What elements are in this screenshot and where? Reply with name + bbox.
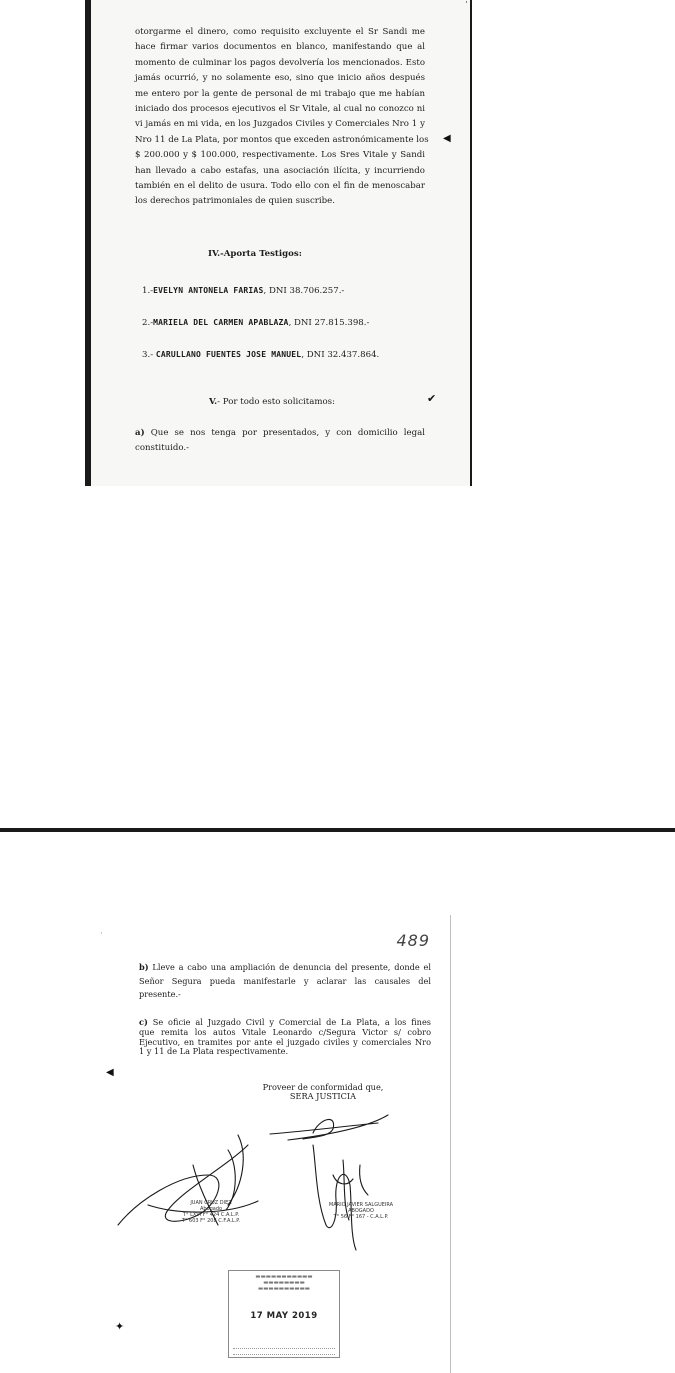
item-a-line: a) Que se nos tenga por presentados, y con domicilio legal xyxy=(135,428,425,438)
closing-formula xyxy=(243,1082,403,1101)
closing-line-1: Proveer de conformidad que, xyxy=(262,1082,384,1092)
witness-prefix: 2.- xyxy=(142,318,154,328)
document-page-2 xyxy=(88,915,451,1373)
scan-speck: · xyxy=(465,0,468,8)
witness-name: CARULLANO FUENTES JOSE MANUEL xyxy=(155,350,302,359)
paragraph-line: jamás ocurrió, y no solamente eso, sino que inicio años después xyxy=(135,73,425,84)
witness-dni: , DNI 38.706.257.- xyxy=(263,286,345,296)
item-a-line: constituido.- xyxy=(135,443,190,454)
section-v-number: V. xyxy=(209,397,218,407)
page-divider xyxy=(0,828,675,832)
item-a xyxy=(135,426,425,457)
witness-name: MARIELA DEL CARMEN APABLAZA xyxy=(153,318,289,327)
paragraph-line: iniciado dos procesos ejecutivos el Sr Vitale, al cual no conozco ni xyxy=(135,104,425,115)
witness-1 xyxy=(142,286,344,296)
stamp-line xyxy=(233,1348,335,1349)
witness-3 xyxy=(142,350,379,360)
item-b xyxy=(139,961,431,1002)
signatures-image xyxy=(88,1105,451,1265)
paragraph-line: también en el delito de usura. Todo ello con el fin de menoscabar xyxy=(135,181,425,192)
witness-2 xyxy=(142,318,369,328)
stamp-date: 17 MAY 2019 xyxy=(250,1311,318,1321)
scan-speck: · xyxy=(100,929,103,938)
stamp-line xyxy=(233,1354,335,1355)
item-c-line: Ejecutivo, en tramites por ante el juzgado civiles y comerciales Nro xyxy=(139,1036,431,1047)
item-b-line: b) Lleve a cabo una ampliación de denuncia del presente, donde el xyxy=(139,962,431,972)
body-paragraph xyxy=(135,25,429,210)
witness-dni: , DNI 27.815.398.- xyxy=(288,318,370,328)
stamp-header: ▬▬▬▬▬▬▬▬▬▬▬ ▬▬▬▬▬▬▬▬ ▬▬▬▬▬▬▬▬▬▬ xyxy=(255,1274,313,1292)
item-b-line: Señor Segura pueda manifestarle y aclarar las causales del xyxy=(139,975,431,986)
section-iv-heading: IV.-Aporta Testigos: xyxy=(208,249,302,259)
receipt-stamp xyxy=(228,1270,340,1358)
item-c-line: c) Se oficie al Juzgado Civil y Comercial de La Plata, a los fines xyxy=(139,1017,431,1027)
item-b-label: b) xyxy=(139,962,149,972)
witness-prefix: 3.- xyxy=(142,350,156,360)
paragraph-line: hace firmar varios documentos en blanco, manifestando que al xyxy=(135,42,425,53)
section-v-text: - Por todo esto solicitamos: xyxy=(217,397,335,407)
paragraph-line: Nro 11 de La Plata, por montos que exceden astronómicamente los xyxy=(135,134,429,145)
paragraph-line: $ 200.000 y $ 100.000, respectivamente. Los Sres Vitale y Sandi xyxy=(135,150,425,161)
paragraph-line: los derechos patrimoniales de quien suscribe. xyxy=(135,196,335,207)
item-c-line: que remita los autos Vitale Leonardo c/Segura Victor s/ cobro xyxy=(139,1026,431,1037)
item-b-line: presente.- xyxy=(139,989,181,999)
closing-line-2: SERA JUSTICIA xyxy=(289,1091,357,1101)
signature-caption-right: MARIO JAVIER SALGUEIRA ABOGADO T° 56 F° 167 - C.A.L.P. xyxy=(328,1202,394,1220)
item-c xyxy=(139,1018,431,1057)
witness-name: EVELYN ANTONELA FARIAS xyxy=(153,286,264,295)
margin-mark: ✦ xyxy=(115,1320,125,1333)
folio-number: 489 xyxy=(396,931,430,950)
margin-mark: ◀ xyxy=(443,133,451,144)
paragraph-line: otorgarme el dinero, como requisito excluyente el Sr Sandi me xyxy=(135,27,425,37)
item-c-line: 1 y 11 de La Plata respectivamente. xyxy=(139,1046,289,1057)
witness-prefix: 1.- xyxy=(142,286,154,296)
margin-mark: ◀ xyxy=(106,1067,114,1078)
margin-mark: ✔ xyxy=(427,392,437,405)
document-page-1 xyxy=(85,0,472,486)
witness-dni: , DNI 32.437.864. xyxy=(301,350,380,360)
paragraph-line: momento de culminar los pagos devolvería los mencionados. Esto xyxy=(135,57,425,68)
item-a-label: a) xyxy=(135,428,145,438)
paragraph-line: vi jamás en mi vida, en los Juzgados Civiles y Comerciales Nro 1 y xyxy=(135,119,425,130)
signature-caption-left: JUAN CRUZ DIEZ Abogado T° LXVI F° 424 C.A.L.P. T° 603 F° 208 C.F.A.L.P. xyxy=(181,1200,241,1224)
section-v-heading xyxy=(209,397,335,407)
item-c-label: c) xyxy=(139,1017,148,1027)
paragraph-line: han llevado a cabo estafas, una asociación ilícita, y incurriendo xyxy=(135,165,425,176)
paragraph-line: me entero por la gente de personal de mi trabajo que me habían xyxy=(135,88,425,99)
